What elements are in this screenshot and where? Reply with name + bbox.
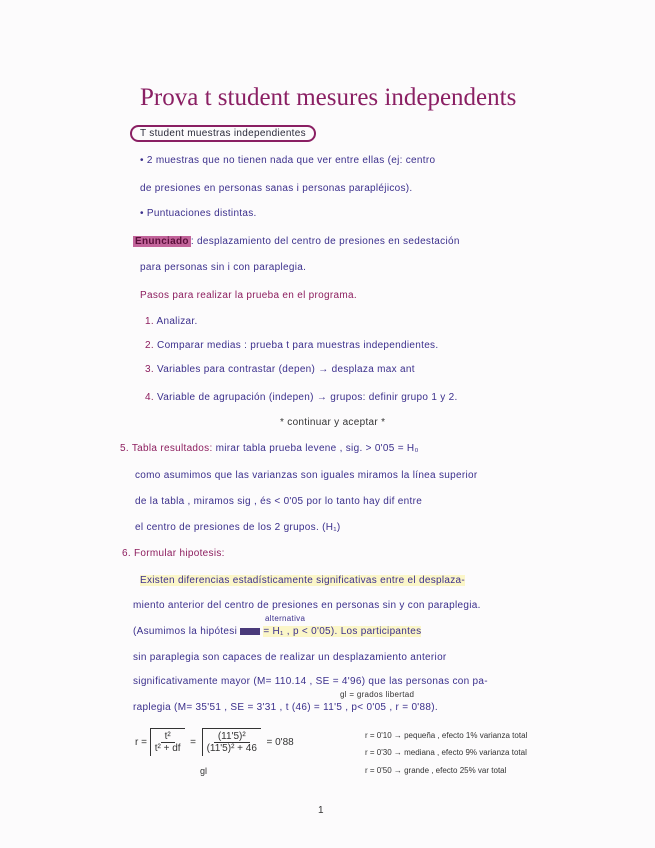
step6-text: = H₁ , p < 0'05). Los participantes bbox=[263, 626, 422, 637]
enunciado-label: Enunciado bbox=[135, 236, 189, 247]
step6-line: miento anterior del centro de presiones en personas sin y con paraplegia. bbox=[133, 600, 481, 611]
bullet-line: • 2 muestras que no tienen nada que ver entre ellas (ej: centro bbox=[140, 155, 436, 166]
enunciado-text: : desplazamiento del centro de presiones en sedestación bbox=[190, 236, 460, 247]
bullet-line: • Puntuaciones distintas. bbox=[140, 208, 257, 219]
subtitle-box: T student muestras independientes bbox=[130, 125, 316, 142]
enunciado-line-2: para personas sin i con paraplegia. bbox=[140, 262, 307, 273]
formula-den2: (11'5)² + 46 bbox=[206, 743, 257, 754]
continue-note: * continuar y aceptar * bbox=[280, 417, 386, 428]
effect-size-formula bbox=[135, 728, 294, 756]
step6-line bbox=[133, 626, 421, 637]
step-num: 1. bbox=[145, 316, 154, 327]
step-text: Variable de agrupación (indepen) → grupos: definir grupo 1 y 2. bbox=[157, 392, 458, 403]
scribble-mark bbox=[240, 628, 260, 635]
formula-eq: = bbox=[190, 737, 196, 749]
step5-line bbox=[120, 443, 419, 454]
effect-line: r = 0'30 → mediana , efecto 9% varianza total bbox=[365, 748, 527, 757]
step-item bbox=[145, 364, 415, 375]
step-num: 3. bbox=[145, 364, 154, 375]
annotation-alternativa: alternativa bbox=[265, 614, 306, 623]
step6-line: raplegia (M= 35'51 , SE = 3'31 , t (46) = 11'5 , p< 0'05 , r = 0'88). bbox=[133, 702, 438, 713]
formula-num: t² bbox=[161, 731, 175, 743]
sqrt-2 bbox=[202, 728, 261, 756]
bullet-line: de presiones en personas sanas i personas parapléjicos). bbox=[140, 183, 413, 194]
step5-line: de la tabla , miramos sig , és < 0'05 por lo tanto hay dif entre bbox=[135, 496, 423, 507]
page-title: Prova t student mesures independents bbox=[140, 84, 517, 111]
step-item bbox=[145, 392, 458, 403]
step-text: Analizar. bbox=[156, 316, 198, 327]
step-text: Variables para contrastar (depen) → desplaza max ant bbox=[157, 364, 415, 375]
step-num: 4. bbox=[145, 392, 154, 403]
steps-heading: Pasos para realizar la prueba en el programa. bbox=[140, 290, 357, 301]
step5-line: como asumimos que las varianzas son iguales miramos la línea superior bbox=[135, 470, 478, 481]
annotation-gl: gl = grados libertad bbox=[340, 690, 415, 699]
formula-den: t² + df bbox=[154, 743, 181, 754]
step-text: Comparar medias : prueba t para muestras independientes. bbox=[157, 340, 439, 351]
page-number: 1 bbox=[318, 805, 324, 816]
step6-line: significativamente mayor (M= 110.14 , SE = 4'96) que las personas con pa- bbox=[133, 676, 488, 687]
step5-label: 5. Tabla resultados: bbox=[120, 443, 213, 454]
formula-r: r = bbox=[135, 737, 147, 749]
sqrt-1 bbox=[150, 728, 185, 756]
step-item bbox=[145, 316, 198, 327]
step6-text: Existen diferencias estadísticamente significativas entre el desplaza- bbox=[140, 575, 466, 586]
formula-result: = 0'88 bbox=[266, 737, 294, 749]
step5-text: mirar tabla prueba levene , sig. > 0'05 = H₀ bbox=[212, 443, 419, 454]
effect-line: r = 0'10 → pequeña , efecto 1% varianza total bbox=[365, 731, 528, 740]
step6-text: (Asumimos la hipótesi bbox=[133, 626, 238, 637]
step-item bbox=[145, 340, 438, 351]
step5-line: el centro de presiones de los 2 grupos. (H₁) bbox=[135, 522, 341, 533]
enunciado-line bbox=[133, 236, 460, 247]
step6-line bbox=[140, 575, 465, 586]
step6-line: sin paraplegia son capaces de realizar un desplazamiento anterior bbox=[133, 652, 447, 663]
step6-label: 6. Formular hipotesis: bbox=[122, 548, 225, 559]
formula-num2: (11'5)² bbox=[214, 731, 250, 743]
step-num: 2. bbox=[145, 340, 154, 351]
subtitle bbox=[130, 128, 316, 139]
df-note: gl bbox=[200, 766, 208, 776]
effect-line: r = 0'50 → grande , efecto 25% var total bbox=[365, 766, 507, 775]
